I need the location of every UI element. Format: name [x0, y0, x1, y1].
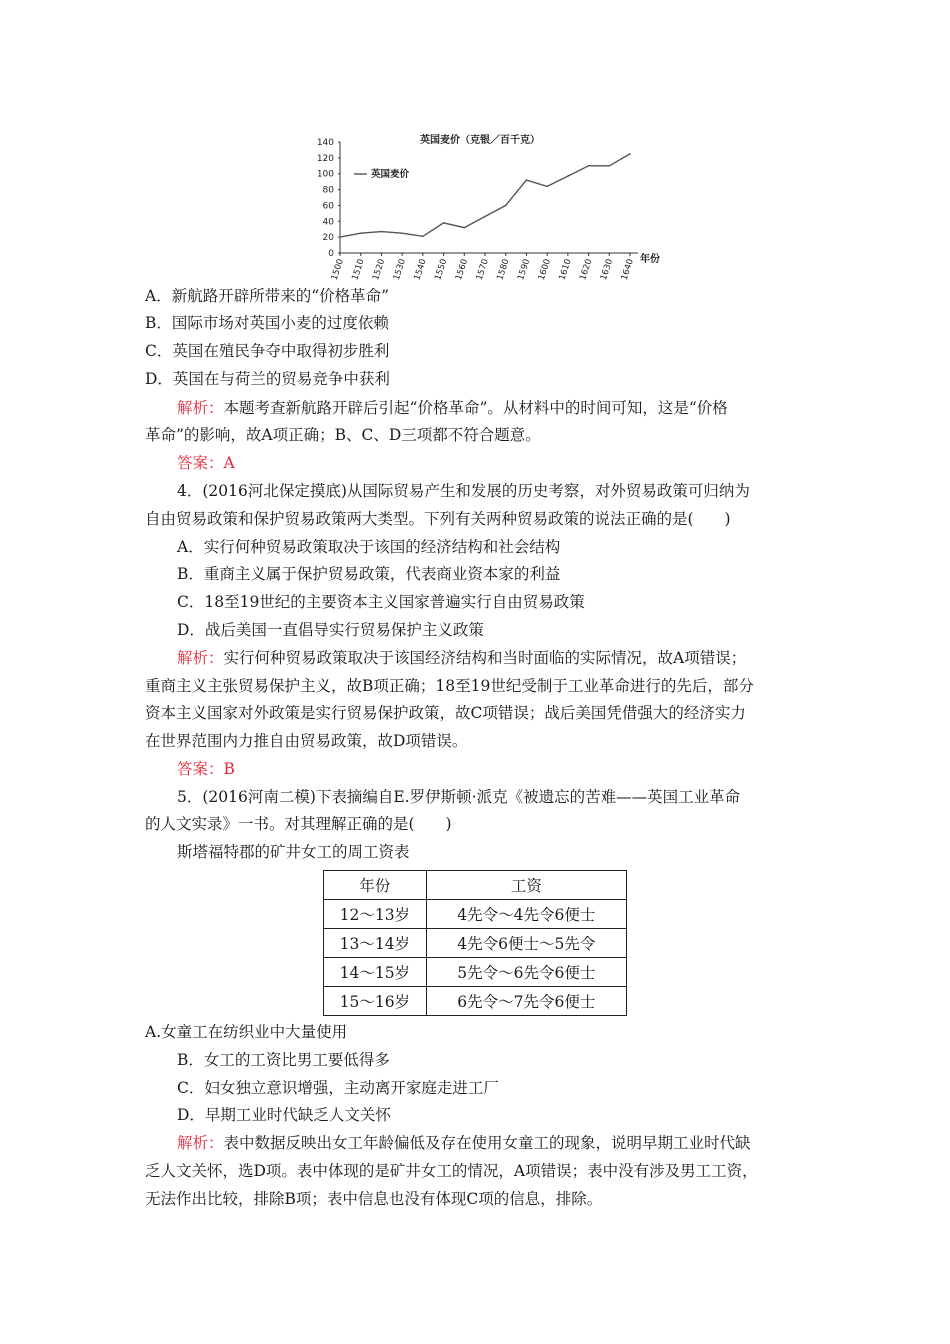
table-cell-wage: 6先令～7先令6便士 — [426, 987, 626, 1016]
q3-answer: 答案：A — [177, 454, 235, 472]
series-line-wheat-price — [340, 154, 630, 237]
chart-series — [339, 153, 631, 238]
table-cell-wage: 4先令～4先令6便士 — [426, 900, 626, 929]
chart-title: 英国麦价（克银／百千克） — [420, 135, 540, 146]
x-tick-label: 1570 — [474, 257, 491, 282]
data-point — [567, 175, 569, 177]
q5-analysis-label: 解析： — [177, 1134, 224, 1152]
x-tick-label: 1530 — [391, 257, 408, 282]
data-point — [381, 231, 383, 233]
data-point — [360, 232, 362, 234]
q5-option-a: A.女童工在纺织业中大量使用 — [145, 1023, 348, 1041]
q5-analysis-text: 表中数据反映出女工年龄偏低及存在使用女童工的现象，说明早期工业时代缺 — [223, 1134, 751, 1152]
table-cell-wage: 4先令6便士～5先令 — [426, 929, 626, 958]
data-point — [443, 222, 445, 224]
y-tick-label: 120 — [316, 153, 334, 164]
table-header-wage: 工资 — [426, 871, 626, 900]
data-point — [588, 165, 590, 167]
table-cell-age: 15～16岁 — [324, 987, 427, 1016]
wage-table — [323, 870, 627, 1016]
q5-analysis-line — [177, 1133, 842, 1153]
data-point — [422, 236, 424, 238]
q4-analysis-line-3: 资本主义国家对外政策是实行贸易保护政策，故C项错误；战后美国凭借强大的经济实力 — [145, 704, 746, 722]
q3-analysis-label: 解析： — [177, 399, 224, 417]
data-point — [546, 186, 548, 188]
q4-option-a: A．实行何种贸易政策取决于该国的经济结构和社会结构 — [177, 538, 561, 556]
q4-analysis-label: 解析： — [177, 649, 224, 667]
x-tick-label: 1550 — [433, 257, 450, 282]
q5-option-c: C．妇女独立意识增强，主动离开家庭走进工厂 — [177, 1079, 499, 1097]
y-tick-label: 60 — [322, 201, 334, 212]
q3-analysis-text: 本题考查新航路开辟后引起“价格革命”。从材料中的时间可知，这是“价格 — [223, 399, 728, 417]
x-tick-label: 1540 — [412, 257, 429, 282]
legend-label: 英国麦价 — [371, 169, 410, 180]
table-header-row — [324, 871, 627, 900]
y-tick-label: 100 — [316, 169, 334, 180]
data-point — [505, 205, 507, 207]
table-row — [324, 900, 627, 929]
wheat-price-chart — [300, 125, 680, 290]
x-tick-labels — [330, 253, 636, 282]
y-tick-label: 20 — [322, 233, 334, 244]
x-tick-label: 1500 — [329, 257, 346, 282]
q3-analysis-line-2: 革命”的影响，故A项正确；B、C、D三项都不符合题意。 — [145, 426, 541, 444]
table-cell-age: 12～13岁 — [324, 900, 427, 929]
x-tick-label: 1590 — [516, 257, 533, 282]
table-cell-wage: 5先令～6先令6便士 — [426, 958, 626, 987]
q5-stem-line-2: 的人文实录》一书。对其理解正确的是( ) — [145, 815, 452, 833]
q5-table-title: 斯塔福特郡的矿井女工的周工资表 — [177, 843, 410, 861]
chart-legend — [354, 168, 410, 180]
data-point — [526, 179, 528, 181]
q5-option-d: D．早期工业时代缺乏人文关怀 — [177, 1106, 391, 1124]
x-tick-label: 1620 — [578, 257, 595, 282]
x-tick-label: 1630 — [598, 257, 616, 282]
y-tick-labels — [317, 138, 340, 259]
data-point — [608, 165, 610, 167]
q4-analysis-line-2: 重商主义主张贸易保护主义，故B项正确；18至19世纪受制于工业革命进行的先后，部分 — [145, 677, 754, 695]
q5-analysis-line-2: 乏人文关怀，选D项。表中体现的是矿井女工的情况，A项错误；表中没有涉及男工工资， — [145, 1162, 758, 1180]
q5-stem-line-1: 5．(2016河南二模)下表摘编自E.罗伊斯顿·派克《被遗忘的苦难——英国工业革命 — [177, 788, 741, 806]
table-cell-age: 14～15岁 — [324, 958, 427, 987]
q4-analysis-line — [177, 648, 842, 668]
data-point — [401, 232, 403, 234]
chart-axes — [340, 142, 638, 253]
data-point — [629, 153, 631, 155]
q4-analysis-line-4: 在世界范围内力推自由贸易政策，故D项错误。 — [145, 732, 468, 750]
q5-option-b: B．女工的工资比男工要低得多 — [177, 1051, 390, 1069]
y-tick-label: 0 — [328, 249, 334, 259]
x-tick-label: 1600 — [536, 257, 553, 282]
data-point — [484, 216, 486, 218]
data-point — [463, 227, 465, 229]
q4-analysis-text: 实行何种贸易政策取决于该国经济结构和当时面临的实际情况，故A项错误； — [223, 649, 747, 667]
x-tick-label: 1510 — [350, 257, 367, 282]
q4-answer: 答案：B — [177, 760, 235, 778]
table-header-year: 年份 — [324, 871, 427, 900]
x-tick-label: 1640 — [619, 257, 636, 282]
q3-option-b: B．国际市场对英国小麦的过度依赖 — [145, 314, 389, 332]
data-point — [339, 236, 341, 238]
x-tick-label: 1580 — [495, 257, 512, 282]
table-row — [324, 987, 627, 1016]
x-axis-label: 年份 — [640, 254, 660, 265]
table-row — [324, 958, 627, 987]
q4-option-b: B．重商主义属于保护贸易政策，代表商业资本家的利益 — [177, 565, 561, 583]
x-tick-label: 1560 — [453, 257, 471, 282]
x-tick-label: 1610 — [557, 257, 574, 282]
y-tick-label: 40 — [322, 217, 334, 228]
y-tick-label: 140 — [316, 138, 334, 148]
x-tick-label: 1520 — [371, 257, 388, 282]
q5-analysis-line-3: 无法作出比较，排除B项；表中信息也没有体现C项的信息，排除。 — [145, 1190, 603, 1208]
y-tick-label: 80 — [322, 185, 334, 196]
q4-stem-line-2: 自由贸易政策和保护贸易政策两大类型。下列有关两种贸易政策的说法正确的是( ) — [145, 510, 731, 528]
q4-option-d: D．战后美国一直倡导实行贸易保护主义政策 — [177, 621, 484, 639]
q4-stem-line-1: 4．(2016河北保定摸底)从国际贸易产生和发展的历史考察，对外贸易政策可归纳为 — [177, 482, 750, 500]
q3-option-d: D．英国在与荷兰的贸易竞争中获利 — [145, 370, 390, 388]
q3-analysis-line — [177, 398, 842, 418]
q4-option-c: C．18至19世纪的主要资本主义国家普遍实行自由贸易政策 — [177, 593, 585, 611]
q3-option-c: C．英国在殖民争夺中取得初步胜利 — [145, 342, 390, 360]
table-row — [324, 929, 627, 958]
table-cell-age: 13～14岁 — [324, 929, 427, 958]
q3-option-a: A．新航路开辟所带来的“价格革命” — [145, 287, 390, 305]
